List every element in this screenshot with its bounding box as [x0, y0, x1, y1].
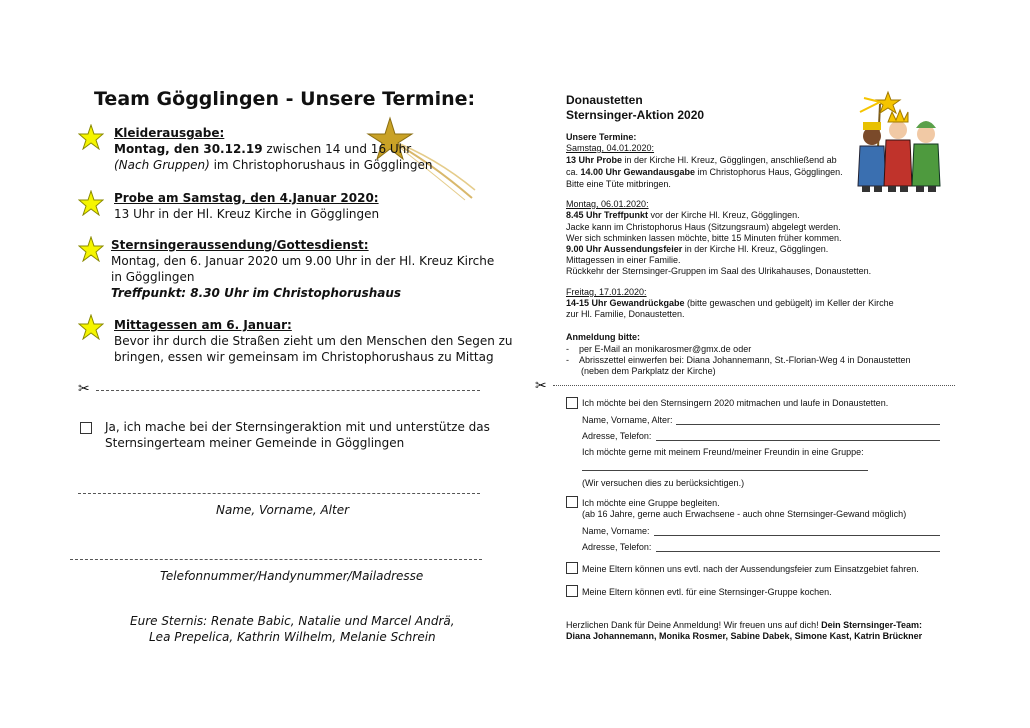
monday-line1	[566, 210, 800, 222]
monday-line5: Mittagessen in einer Familie.	[566, 255, 681, 265]
accompany-checkbox[interactable]	[566, 496, 578, 508]
termine-heading: Unsere Termine:	[566, 132, 637, 142]
accompany-label-line2: (ab 16 Jahre, gerne auch Erwachsene - auch ohne Sternsinger-Gewand möglich)	[582, 509, 907, 519]
name2-label: Name, Vorname:	[582, 526, 650, 536]
address2-label: Adresse, Telefon:	[582, 542, 652, 552]
accompany-label-line1: Ich möchte eine Gruppe begleiten.	[582, 498, 720, 508]
item-kleiderausgabe-time: zwischen 14 und 16 Uhr	[262, 142, 412, 156]
monday-line4	[566, 244, 828, 256]
friday-gewandrueckgabe: 14-15 Uhr Gewandrückgabe	[566, 298, 685, 308]
cook-checkbox[interactable]	[566, 585, 578, 597]
saturday-line1	[566, 155, 837, 167]
drive-label: Meine Eltern können uns evtl. nach der Aussendungsfeier zum Einsatzgebiet fahren.	[582, 564, 919, 574]
saturday-line2	[566, 167, 843, 179]
saturday-date: Samstag, 04.01.2020:	[566, 143, 655, 153]
right-title-line2: Sternsinger-Aktion 2020	[566, 108, 705, 122]
saturday-ca: ca.	[566, 167, 581, 177]
participate-checkbox[interactable]	[80, 422, 92, 434]
anmeldung-address-text: Abrisszettel einwerfen bei: Diana Johannemann, St.-Florian-Weg 4 in Donaustetten	[579, 355, 911, 365]
name2-field-line[interactable]	[654, 535, 940, 536]
monday-date: Montag, 06.01.2020:	[566, 199, 649, 209]
friday-line2: zur Hl. Familie, Donaustetten.	[566, 309, 685, 319]
thanks-line2: Diana Johannemann, Monika Rosmer, Sabine Dabek, Simone Kast, Katrin Brückner	[566, 631, 923, 641]
phone-field-line[interactable]	[70, 559, 482, 560]
anmeldung-email-text: per E-Mail an monikarosmer@gmx.de oder	[579, 344, 752, 354]
anmeldung-heading: Anmeldung bitte:	[566, 332, 640, 342]
thanks-team: Dein Sternsinger-Team:	[821, 620, 922, 630]
item-aussendung-heading: Sternsingeraussendung/Gottesdienst:	[111, 238, 369, 252]
monday-treffpunkt: 8.45 Uhr Treffpunkt	[566, 210, 649, 220]
star-icon	[78, 236, 104, 262]
shooting-star-icon	[360, 112, 480, 202]
anmeldung-bullet-2b: (neben dem Parkplatz der Kirche)	[581, 366, 716, 376]
saturday-gewandausgabe-detail: im Christophorus Haus, Gögglingen.	[695, 167, 843, 177]
name-field-line[interactable]	[676, 424, 940, 425]
cut-line	[553, 385, 955, 386]
star-icon	[78, 190, 104, 216]
item-kleiderausgabe-place: im Christophorushaus in Gögglingen	[209, 158, 433, 172]
address-field-line[interactable]	[656, 440, 940, 441]
participate-label-line2: Sternsingerteam meiner Gemeinde in Gögglingen	[105, 436, 405, 450]
friend-note: (Wir versuchen dies zu berücksichtigen.)	[582, 478, 745, 488]
star-icon	[78, 124, 104, 150]
participate-label-line1: Ja, ich mache bei der Sternsingeraktion mit und unterstütze das	[105, 420, 490, 434]
monday-line6: Rückkehr der Sternsinger-Gruppen im Saal des Ulrikahauses, Donaustetten.	[566, 266, 872, 276]
item-aussendung-line2: in Gögglingen	[111, 270, 195, 284]
item-aussendung-treffpunkt: Treffpunkt: 8.30 Uhr im Christophorushaus	[111, 286, 402, 300]
phone-field-label: Telefonnummer/Handynummer/Mailadresse	[160, 569, 424, 583]
saturday-probe-detail: in der Kirche Hl. Kreuz, Gögglingen, anschließend ab	[622, 155, 837, 165]
name-field-line[interactable]	[78, 493, 480, 494]
saturday-line3: Bitte eine Tüte mitbringen.	[566, 179, 671, 189]
saturday-probe: 13 Uhr Probe	[566, 155, 623, 165]
item-kleiderausgabe-note: (Nach Gruppen)	[114, 158, 210, 172]
item-probe-line1: 13 Uhr in der Hl. Kreuz Kirche in Gögglingen	[114, 207, 380, 221]
item-kleiderausgabe-line1	[114, 142, 411, 156]
scissors-icon: ✂	[535, 377, 547, 393]
three-kings-illustration	[850, 88, 946, 198]
item-aussendung-line1: Montag, den 6. Januar 2020 um 9.00 Uhr in der Hl. Kreuz Kirche	[111, 254, 495, 268]
item-kleiderausgabe-line2	[114, 158, 432, 172]
item-kleiderausgabe-heading: Kleiderausgabe:	[114, 126, 225, 140]
scissors-icon: ✂	[78, 380, 90, 396]
thanks-text: Herzlichen Dank für Deine Anmeldung! Wir freuen uns auf dich!	[566, 620, 822, 630]
monday-line2: Jacke kann im Christophorus Haus (Sitzungsraum) abgelegt werden.	[566, 222, 841, 232]
join-label: Ich möchte bei den Sternsingern 2020 mitmachen und laufe in Donaustetten.	[582, 398, 889, 408]
item-mittagessen-heading: Mittagessen am 6. Januar:	[114, 318, 292, 332]
item-probe-heading: Probe am Samstag, den 4.Januar 2020:	[114, 191, 379, 205]
address2-field-line[interactable]	[656, 551, 940, 552]
cook-label: Meine Eltern können evtl. für eine Sternsinger-Gruppe kochen.	[582, 587, 832, 597]
monday-line3: Wer sich schminken lassen möchte, bitte 15 Minuten früher kommen.	[566, 233, 842, 243]
thanks-line1	[566, 620, 922, 632]
star-icon	[78, 314, 104, 340]
monday-aussendungsfeier: 9.00 Uhr Aussendungsfeier	[566, 244, 683, 254]
friday-date: Freitag, 17.01.2020:	[566, 287, 647, 297]
closing-line1: Eure Sternis: Renate Babic, Natalie und Marcel Andrä,	[130, 614, 455, 628]
closing-line2: Lea Prepelica, Kathrin Wilhelm, Melanie Schrein	[149, 630, 436, 644]
drive-checkbox[interactable]	[566, 562, 578, 574]
name-label: Name, Vorname, Alter:	[582, 415, 673, 425]
friday-line1	[566, 298, 894, 310]
item-mittagessen-line1: Bevor ihr durch die Straßen zieht um den Menschen den Segen zu	[114, 334, 513, 348]
join-checkbox[interactable]	[566, 397, 578, 409]
anmeldung-bullet-1: - per E-Mail an monikarosmer@gmx.de oder	[566, 344, 752, 354]
friend-field-line[interactable]	[582, 470, 868, 471]
saturday-gewandausgabe: 14.00 Uhr Gewandausgabe	[580, 167, 696, 177]
monday-treffpunkt-detail: vor der Kirche Hl. Kreuz, Gögglingen.	[648, 210, 800, 220]
friend-label: Ich möchte gerne mit meinem Freund/meiner Freundin in eine Gruppe:	[582, 447, 864, 457]
friday-gewandrueckgabe-detail: (bitte gewaschen und gebügelt) im Keller der Kirche	[684, 298, 894, 308]
item-mittagessen-line2: bringen, essen wir gemeinsam im Christophorushaus zu Mittag	[114, 350, 494, 364]
monday-aussendungsfeier-detail: in der Kirche Hl. Kreuz, Gögglingen.	[682, 244, 829, 254]
left-title: Team Gögglingen - Unsere Termine:	[94, 88, 476, 110]
anmeldung-bullet-2: - Abrisszettel einwerfen bei: Diana Johannemann, St.-Florian-Weg 4 in Donaustetten	[566, 355, 911, 365]
right-title-line1: Donaustetten	[566, 93, 643, 107]
address-label: Adresse, Telefon:	[582, 431, 652, 441]
item-kleiderausgabe-date: Montag, den 30.12.19	[114, 142, 263, 156]
name-field-label: Name, Vorname, Alter	[216, 503, 350, 517]
cut-line	[96, 390, 480, 391]
